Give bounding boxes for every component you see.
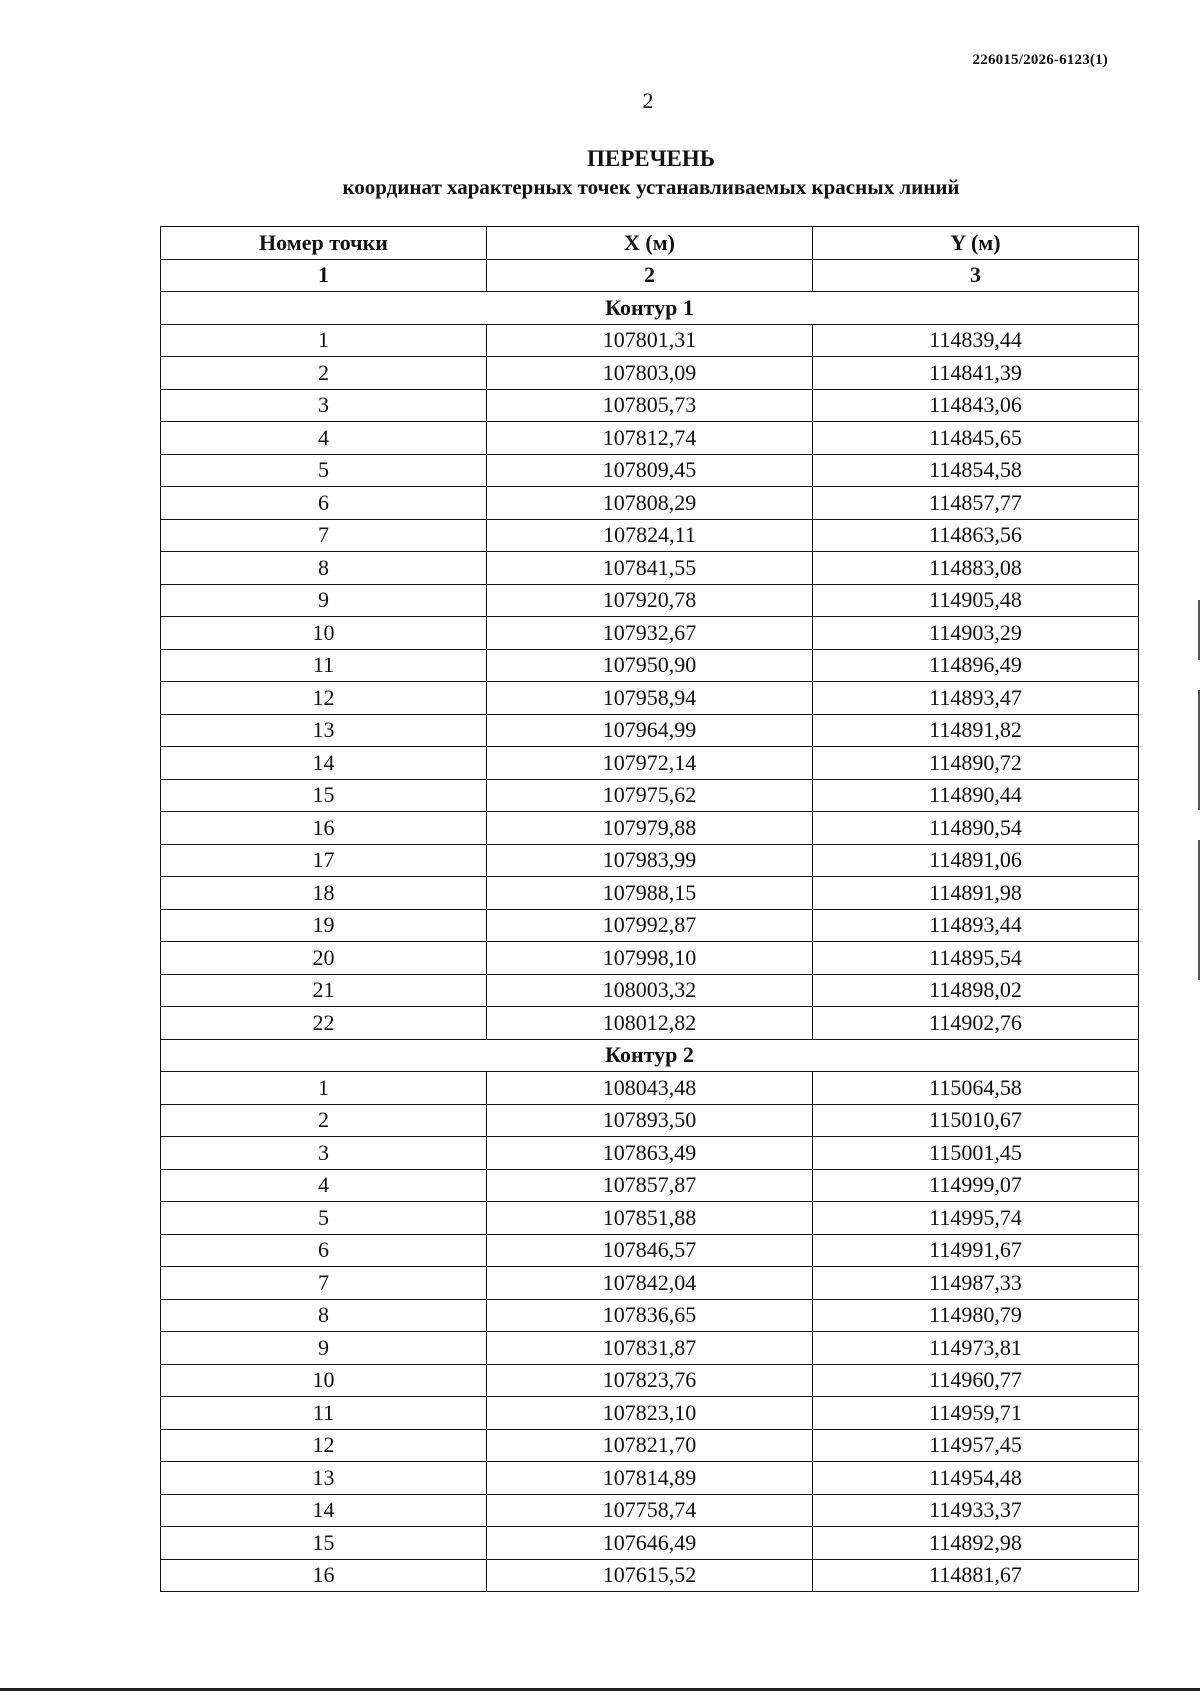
table-row [161, 1299, 1139, 1332]
x-coordinate-cell: 107615,52 [487, 1559, 813, 1592]
x-coordinate-cell: 107823,76 [487, 1364, 813, 1397]
y-coordinate-cell: 114891,98 [813, 877, 1139, 910]
point-number-cell: 1 [161, 324, 487, 357]
contour-header-row [161, 1039, 1139, 1072]
y-coordinate-cell: 114893,44 [813, 909, 1139, 942]
x-coordinate-cell: 107979,88 [487, 812, 813, 845]
table-row [161, 1397, 1139, 1430]
y-coordinate-cell: 114841,39 [813, 357, 1139, 390]
point-number-cell: 18 [161, 877, 487, 910]
table-row [161, 357, 1139, 390]
table-row [161, 552, 1139, 585]
y-coordinate-cell: 114863,56 [813, 519, 1139, 552]
point-number-cell: 1 [161, 1072, 487, 1105]
contour-label: Контур 1 [161, 292, 1139, 325]
table-row [161, 1104, 1139, 1137]
x-coordinate-cell: 107842,04 [487, 1267, 813, 1300]
point-number-cell: 11 [161, 649, 487, 682]
point-number-cell: 5 [161, 1202, 487, 1235]
table-row [161, 519, 1139, 552]
point-number-cell: 12 [161, 682, 487, 715]
x-coordinate-cell: 107950,90 [487, 649, 813, 682]
x-coordinate-cell: 108043,48 [487, 1072, 813, 1105]
y-coordinate-cell: 114890,54 [813, 812, 1139, 845]
table-row [161, 682, 1139, 715]
table-row [161, 1559, 1139, 1592]
document-number: 226015/2026-6123(1) [972, 52, 1108, 68]
header-point-number: Номер точки [161, 227, 487, 260]
y-coordinate-cell: 115010,67 [813, 1104, 1139, 1137]
y-coordinate-cell: 114854,58 [813, 454, 1139, 487]
x-coordinate-cell: 107972,14 [487, 747, 813, 780]
table-row [161, 1494, 1139, 1527]
header-y: Y (м) [813, 227, 1139, 260]
y-coordinate-cell: 114890,72 [813, 747, 1139, 780]
point-number-cell: 22 [161, 1007, 487, 1040]
document-subtitle: координат характерных точек устанавливаемых красных линий [342, 175, 960, 199]
y-coordinate-cell: 114898,02 [813, 974, 1139, 1007]
point-number-cell: 3 [161, 1137, 487, 1170]
y-coordinate-cell: 115064,58 [813, 1072, 1139, 1105]
x-coordinate-cell: 107821,70 [487, 1429, 813, 1462]
table-row [161, 1364, 1139, 1397]
table-row [161, 1007, 1139, 1040]
point-number-cell: 13 [161, 714, 487, 747]
y-coordinate-cell: 114954,48 [813, 1462, 1139, 1495]
point-number-cell: 16 [161, 1559, 487, 1592]
header-x: X (м) [487, 227, 813, 260]
column-number-row [161, 259, 1139, 292]
point-number-cell: 5 [161, 454, 487, 487]
table-row [161, 1429, 1139, 1462]
x-coordinate-cell: 107998,10 [487, 942, 813, 975]
table-row [161, 812, 1139, 845]
contour-label: Контур 2 [161, 1039, 1139, 1072]
point-number-cell: 9 [161, 1332, 487, 1365]
x-coordinate-cell: 107812,74 [487, 422, 813, 455]
table-row [161, 1137, 1139, 1170]
y-coordinate-cell: 114891,06 [813, 844, 1139, 877]
table-row [161, 779, 1139, 812]
x-coordinate-cell: 107646,49 [487, 1527, 813, 1560]
point-number-cell: 20 [161, 942, 487, 975]
x-coordinate-cell: 108003,32 [487, 974, 813, 1007]
table-row [161, 877, 1139, 910]
x-coordinate-cell: 107824,11 [487, 519, 813, 552]
point-number-cell: 16 [161, 812, 487, 845]
x-coordinate-cell: 107808,29 [487, 487, 813, 520]
table-row [161, 649, 1139, 682]
x-coordinate-cell: 107841,55 [487, 552, 813, 585]
point-number-cell: 17 [161, 844, 487, 877]
point-number-cell: 4 [161, 1169, 487, 1202]
x-coordinate-cell: 107992,87 [487, 909, 813, 942]
table-header-row [161, 227, 1139, 260]
table-row [161, 844, 1139, 877]
table-row [161, 1462, 1139, 1495]
point-number-cell: 14 [161, 1494, 487, 1527]
point-number-cell: 6 [161, 1234, 487, 1267]
point-number-cell: 14 [161, 747, 487, 780]
point-number-cell: 2 [161, 1104, 487, 1137]
x-coordinate-cell: 107958,94 [487, 682, 813, 715]
table-row [161, 487, 1139, 520]
y-coordinate-cell: 114903,29 [813, 617, 1139, 650]
x-coordinate-cell: 107983,99 [487, 844, 813, 877]
y-coordinate-cell: 114843,06 [813, 389, 1139, 422]
y-coordinate-cell: 114839,44 [813, 324, 1139, 357]
y-coordinate-cell: 114845,65 [813, 422, 1139, 455]
scan-bottom-edge [0, 1688, 1200, 1691]
point-number-cell: 4 [161, 422, 487, 455]
x-coordinate-cell: 107857,87 [487, 1169, 813, 1202]
y-coordinate-cell: 114895,54 [813, 942, 1139, 975]
y-coordinate-cell: 114857,77 [813, 487, 1139, 520]
x-coordinate-cell: 107893,50 [487, 1104, 813, 1137]
coordinates-table [160, 226, 1139, 1592]
table-row [161, 942, 1139, 975]
point-number-cell: 19 [161, 909, 487, 942]
x-coordinate-cell: 107758,74 [487, 1494, 813, 1527]
x-coordinate-cell: 107846,57 [487, 1234, 813, 1267]
contour-header-row [161, 292, 1139, 325]
table-row [161, 1332, 1139, 1365]
x-coordinate-cell: 107863,49 [487, 1137, 813, 1170]
y-coordinate-cell: 114980,79 [813, 1299, 1139, 1332]
column-number-1: 1 [161, 259, 487, 292]
table-row [161, 1234, 1139, 1267]
point-number-cell: 2 [161, 357, 487, 390]
table-row [161, 747, 1139, 780]
point-number-cell: 15 [161, 779, 487, 812]
y-coordinate-cell: 114881,67 [813, 1559, 1139, 1592]
x-coordinate-cell: 107823,10 [487, 1397, 813, 1430]
x-coordinate-cell: 107964,99 [487, 714, 813, 747]
table-row [161, 1267, 1139, 1300]
point-number-cell: 10 [161, 1364, 487, 1397]
table-row [161, 617, 1139, 650]
x-coordinate-cell: 108012,82 [487, 1007, 813, 1040]
page-number: 2 [642, 88, 654, 113]
point-number-cell: 12 [161, 1429, 487, 1462]
y-coordinate-cell: 114896,49 [813, 649, 1139, 682]
x-coordinate-cell: 107831,87 [487, 1332, 813, 1365]
x-coordinate-cell: 107851,88 [487, 1202, 813, 1235]
table-row [161, 1169, 1139, 1202]
point-number-cell: 6 [161, 487, 487, 520]
point-number-cell: 8 [161, 1299, 487, 1332]
y-coordinate-cell: 114987,33 [813, 1267, 1139, 1300]
y-coordinate-cell: 114890,44 [813, 779, 1139, 812]
table-row [161, 324, 1139, 357]
y-coordinate-cell: 114995,74 [813, 1202, 1139, 1235]
x-coordinate-cell: 107814,89 [487, 1462, 813, 1495]
point-number-cell: 9 [161, 584, 487, 617]
table-row [161, 714, 1139, 747]
y-coordinate-cell: 114959,71 [813, 1397, 1139, 1430]
point-number-cell: 10 [161, 617, 487, 650]
x-coordinate-cell: 107803,09 [487, 357, 813, 390]
y-coordinate-cell: 114957,45 [813, 1429, 1139, 1462]
table-row [161, 1527, 1139, 1560]
x-coordinate-cell: 107920,78 [487, 584, 813, 617]
table-row [161, 1072, 1139, 1105]
y-coordinate-cell: 114960,77 [813, 1364, 1139, 1397]
y-coordinate-cell: 114999,07 [813, 1169, 1139, 1202]
table-row [161, 974, 1139, 1007]
point-number-cell: 15 [161, 1527, 487, 1560]
point-number-cell: 11 [161, 1397, 487, 1430]
point-number-cell: 13 [161, 1462, 487, 1495]
point-number-cell: 7 [161, 519, 487, 552]
point-number-cell: 21 [161, 974, 487, 1007]
y-coordinate-cell: 114892,98 [813, 1527, 1139, 1560]
y-coordinate-cell: 114893,47 [813, 682, 1139, 715]
table-row [161, 909, 1139, 942]
column-number-2: 2 [487, 259, 813, 292]
x-coordinate-cell: 107809,45 [487, 454, 813, 487]
y-coordinate-cell: 114905,48 [813, 584, 1139, 617]
point-number-cell: 8 [161, 552, 487, 585]
y-coordinate-cell: 114973,81 [813, 1332, 1139, 1365]
table-row [161, 389, 1139, 422]
document-title: ПЕРЕЧЕНЬ [587, 146, 715, 171]
y-coordinate-cell: 114883,08 [813, 552, 1139, 585]
point-number-cell: 3 [161, 389, 487, 422]
x-coordinate-cell: 107975,62 [487, 779, 813, 812]
x-coordinate-cell: 107988,15 [487, 877, 813, 910]
y-coordinate-cell: 115001,45 [813, 1137, 1139, 1170]
y-coordinate-cell: 114902,76 [813, 1007, 1139, 1040]
table-row [161, 584, 1139, 617]
x-coordinate-cell: 107836,65 [487, 1299, 813, 1332]
coordinates-table-body [161, 227, 1139, 1592]
column-number-3: 3 [813, 259, 1139, 292]
y-coordinate-cell: 114933,37 [813, 1494, 1139, 1527]
table-row [161, 422, 1139, 455]
y-coordinate-cell: 114891,82 [813, 714, 1139, 747]
x-coordinate-cell: 107805,73 [487, 389, 813, 422]
x-coordinate-cell: 107932,67 [487, 617, 813, 650]
table-row [161, 454, 1139, 487]
table-row [161, 1202, 1139, 1235]
point-number-cell: 7 [161, 1267, 487, 1300]
x-coordinate-cell: 107801,31 [487, 324, 813, 357]
y-coordinate-cell: 114991,67 [813, 1234, 1139, 1267]
